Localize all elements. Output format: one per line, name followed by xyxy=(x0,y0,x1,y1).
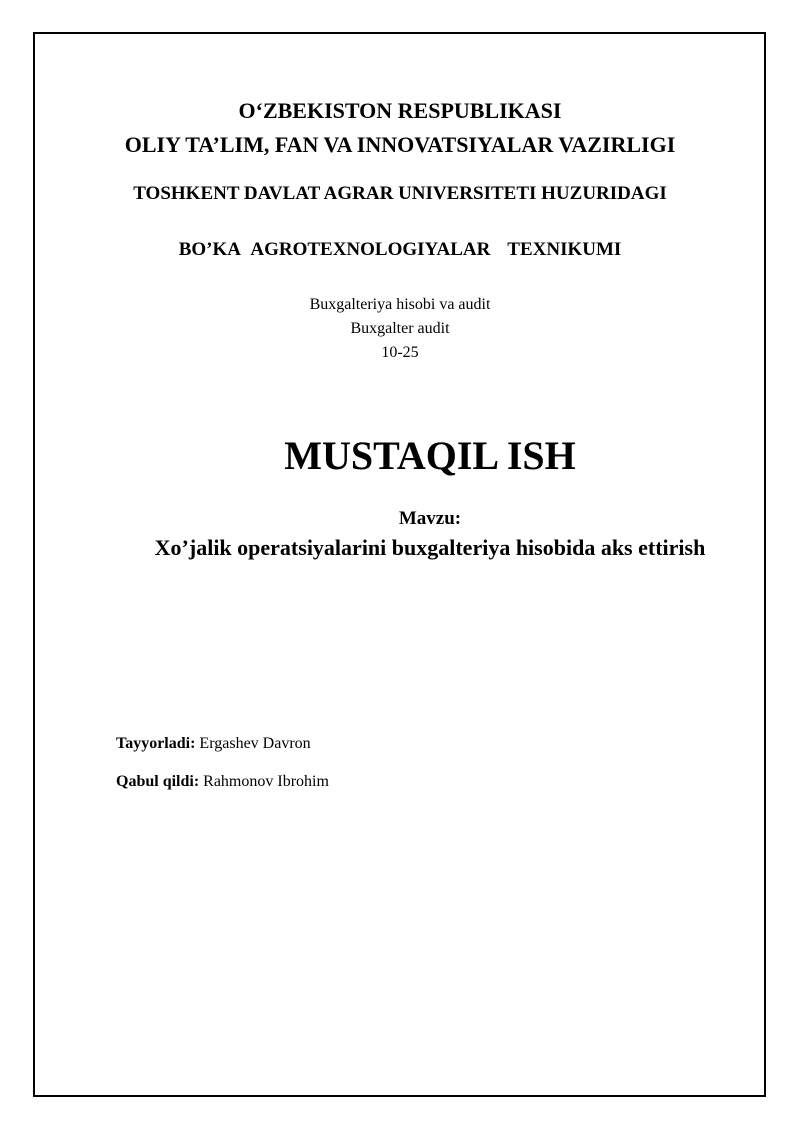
accepted-by-label: Qabul qildi: xyxy=(116,773,200,790)
specialty-text: Buxgalteriya hisobi va audit xyxy=(309,296,491,313)
college-heading xyxy=(0,238,800,262)
accepted-by-name: Rahmonov Ibrohim xyxy=(203,773,329,790)
prepared-by-label: Tayyorladi: xyxy=(116,735,196,752)
topic-text: Xo’jalik operatsiyalarini buxgalteriya hisobida aks ettirish xyxy=(154,535,706,560)
direction-text: Buxgalter audit xyxy=(350,320,450,337)
group-text: 10-25 xyxy=(381,344,419,361)
accepted-by xyxy=(116,772,329,792)
prepared-by xyxy=(116,734,311,754)
university-heading: TOSHKENT DAVLAT AGRAR UNIVERSITETI HUZURIDAGI xyxy=(133,183,667,204)
prepared-by-name: Ergashev Davron xyxy=(199,735,311,752)
country-heading: O‘ZBEKISTON RESPUBLIKASI xyxy=(238,98,562,123)
college-name: BO’KA AGROTEXNOLOGIYALAR TEXNIKUMI xyxy=(178,239,622,260)
topic-label: Mavzu: xyxy=(398,508,462,529)
document-title: MUSTAQIL ISH xyxy=(284,433,576,478)
ministry-heading: OLIY TA’LIM, FAN VA INNOVATSIYALAR VAZIRLIGI xyxy=(124,132,676,157)
